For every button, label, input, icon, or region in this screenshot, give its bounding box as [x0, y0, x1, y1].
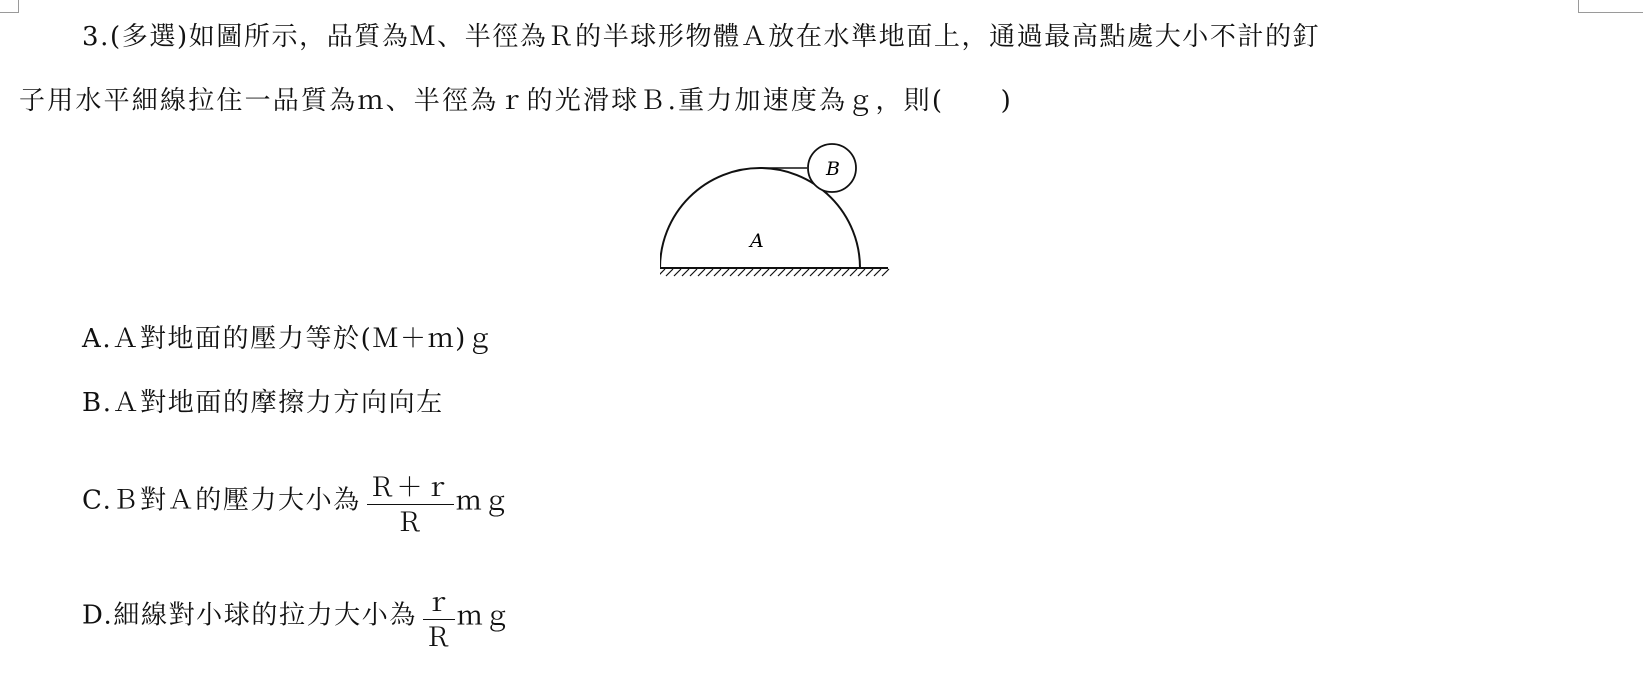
hatch-mark: [682, 269, 689, 276]
hatch-mark: [730, 269, 737, 276]
option-c-suffix: ｍｇ: [455, 486, 511, 517]
hatch-mark: [722, 269, 729, 276]
hatch-mark: [666, 269, 673, 276]
option-d-numerator: ｒ: [424, 588, 453, 618]
hatch-mark: [698, 269, 705, 276]
hatch-mark: [882, 269, 889, 276]
hatch-mark: [714, 269, 721, 276]
option-d: [82, 585, 512, 653]
option-d-fraction: [423, 589, 455, 652]
hatch-mark: [706, 269, 713, 276]
hatch-mark: [770, 269, 777, 276]
option-c: [82, 470, 511, 538]
physics-diagram: [660, 140, 940, 300]
option-c-numerator: Ｒ＋ｒ: [368, 473, 452, 503]
option-c-prefix: C.Ｂ對Ａ的壓力大小為: [82, 485, 361, 516]
hatch-mark: [818, 269, 825, 276]
option-d-prefix: D.細線對小球的拉力大小為: [82, 600, 417, 631]
option-d-denominator: Ｒ: [424, 623, 453, 653]
option-d-suffix: ｍｇ: [456, 601, 512, 632]
question-line-1: 3.(多選)如圖所示，品質為Ｍ、半徑為Ｒ的半球形物體Ａ放在水準地面上，通過最高點處大小不計的釘: [82, 22, 1321, 52]
hatch-mark: [794, 269, 801, 276]
hatch-mark: [810, 269, 817, 276]
hatch-mark: [826, 269, 833, 276]
hatch-mark: [660, 269, 665, 276]
option-b: B.Ａ對地面的摩擦力方向向左: [82, 388, 444, 418]
hatch-mark: [778, 269, 785, 276]
page-corner-mark-left: [0, 0, 19, 13]
hatch-mark: [874, 269, 881, 276]
option-a: A.Ａ對地面的壓力等於(Ｍ＋ｍ)ｇ: [82, 324, 495, 354]
option-c-denominator: Ｒ: [396, 508, 425, 538]
hatch-mark: [738, 269, 745, 276]
hatch-mark: [786, 269, 793, 276]
hemisphere-diagram: [660, 140, 940, 300]
hatch-mark: [754, 269, 761, 276]
hatch-mark: [674, 269, 681, 276]
label-b: B: [826, 158, 840, 180]
option-c-fraction: [367, 474, 454, 537]
hatch-mark: [746, 269, 753, 276]
question-line-2: 子用水平細線拉住一品質為ｍ、半徑為ｒ的光滑球Ｂ.重力加速度為ｇ，則( ): [19, 86, 1013, 116]
ground-hatching: [660, 269, 889, 276]
hatch-mark: [762, 269, 769, 276]
label-a: A: [750, 230, 764, 252]
hatch-mark: [850, 269, 857, 276]
hatch-mark: [802, 269, 809, 276]
hatch-mark: [690, 269, 697, 276]
page-corner-mark-right: [1578, 0, 1643, 13]
hatch-mark: [834, 269, 841, 276]
hatch-mark: [842, 269, 849, 276]
hatch-mark: [858, 269, 865, 276]
hatch-mark: [866, 269, 873, 276]
